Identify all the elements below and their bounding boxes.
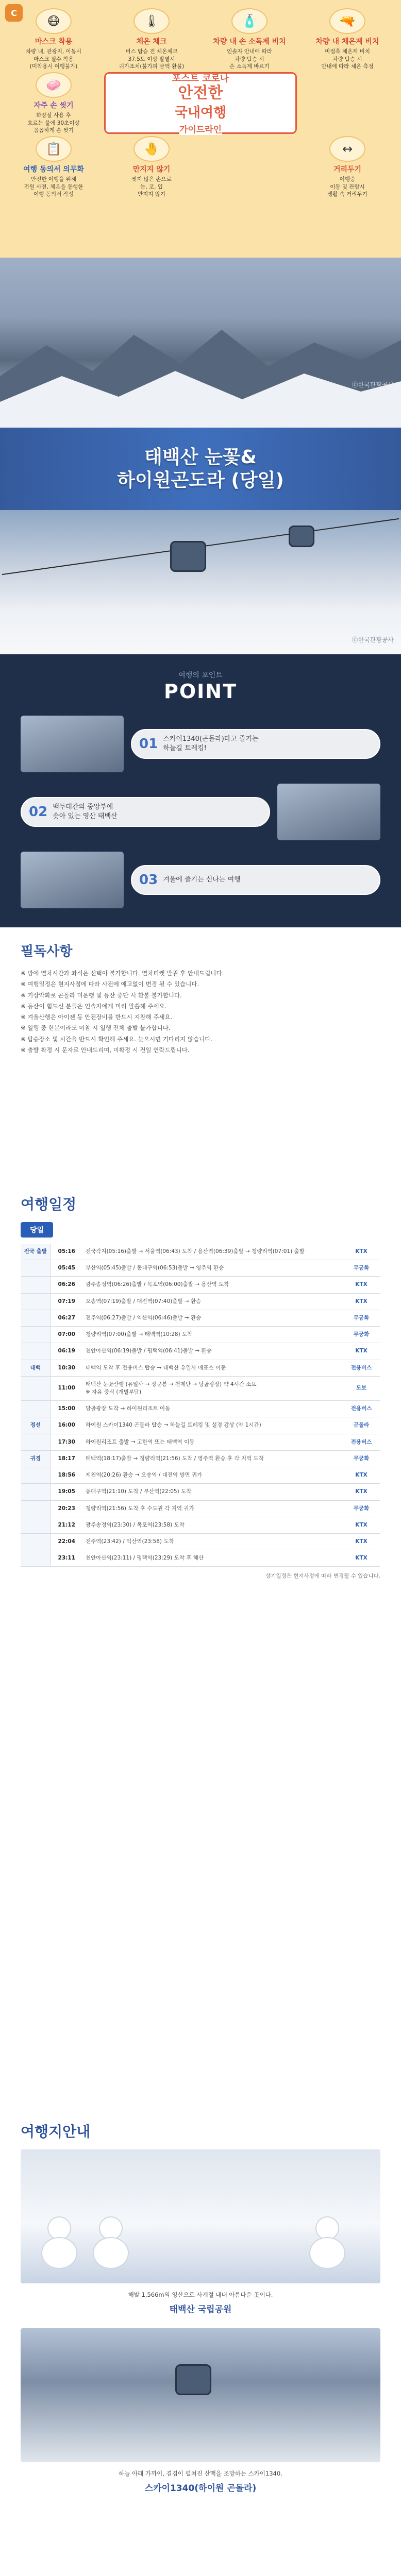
schedule-location: 정선 <box>21 1417 51 1434</box>
schedule-row <box>21 1417 380 1434</box>
schedule-row <box>21 1260 380 1277</box>
schedule-location <box>21 1550 51 1567</box>
point-box <box>21 797 270 827</box>
schedule-detail: 청량리역(21:56) 도착 후 수도권 각 지역 귀가 <box>82 1500 342 1517</box>
schedule-row <box>21 1500 380 1517</box>
schedule-row <box>21 1533 380 1550</box>
schedule-detail: 광주송정역(23:30) / 목포역(23:58) 도착 <box>82 1517 342 1533</box>
schedule-transport: 전용버스 <box>342 1360 380 1376</box>
schedule-transport: 곤돌라 <box>342 1417 380 1434</box>
distance-icon: ↔ <box>329 136 365 162</box>
schedule-row <box>21 1434 380 1450</box>
covid-item-sanitizer <box>202 8 297 70</box>
destination-description: 하늘 아래 가까이, 겹겹이 펼쳐진 산맥을 조망하는 스카이1340. <box>119 2469 282 2477</box>
mask-icon: 😷 <box>36 8 72 34</box>
schedule-row <box>21 1244 380 1260</box>
destination-caption <box>21 2462 380 2507</box>
schedule-transport: 전용버스 <box>342 1401 380 1417</box>
schedule-time: 22:04 <box>51 1533 82 1550</box>
photo-watermark: ⓒ한국관광공사 <box>352 636 394 643</box>
schedule-row <box>21 1467 380 1484</box>
schedule-detail: 천안아산역(06:19)출발 / 평택역(06:41)출발 → 환승 <box>82 1343 342 1360</box>
schedule-location <box>21 1310 51 1326</box>
schedule-table <box>21 1244 380 1567</box>
snowman-sculpture <box>309 2216 345 2273</box>
day-badge: 당일 <box>21 1222 53 1238</box>
schedule-row <box>21 1293 380 1310</box>
schedule-transport: 무궁화 <box>342 1260 380 1277</box>
schedule-detail: 전국각지(05:16)출발 → 서울역(06:43) 도착 / 용산역(06:39)출발 → 청량리역(07:01) 출발 <box>82 1244 342 1260</box>
schedule-detail: 청량리역(07:00)출발 → 태백역(10:28) 도착 <box>82 1327 342 1343</box>
notice-item: ※ 겨울산행은 아이젠 등 안전장비를 반드시 지참해 주세요. <box>21 1013 173 1021</box>
schedule-detail: 전주역(23:42) / 익산역(23:58) 도착 <box>82 1533 342 1550</box>
schedule-time: 21:12 <box>51 1517 82 1533</box>
notice-item: ※ 방에 열차시간과 좌석은 선택이 불가합니다. 열차티켓 발권 후 안내드립니다. <box>21 970 224 977</box>
schedule-time: 16:00 <box>51 1417 82 1434</box>
schedule-time: 06:19 <box>51 1343 82 1360</box>
schedule-row <box>21 1277 380 1293</box>
notice-item: ※ 일행 중 한분이라도 미참 시 일행 전체 출발 불가합니다. <box>21 1024 171 1032</box>
schedule-location <box>21 1260 51 1277</box>
banner-title-line3: 가이드라인 <box>179 122 222 135</box>
schedule-time: 10:30 <box>51 1360 82 1376</box>
schedule-transport: KTX <box>342 1244 380 1260</box>
schedule-row <box>21 1450 380 1467</box>
sanitizer-icon: 🧴 <box>231 8 268 34</box>
point-item <box>21 713 380 775</box>
schedule-transport: KTX <box>342 1533 380 1550</box>
destination-photo-gondola <box>21 2328 380 2462</box>
destination-caption <box>21 2283 380 2328</box>
hero-mountain-photo <box>0 258 401 428</box>
schedule-location <box>21 1343 51 1360</box>
schedule-time: 05:45 <box>51 1260 82 1277</box>
hero-section <box>0 258 401 654</box>
covid-item-desc: 비접촉 체온계 비치 차량 탑승 시 안내에 따라 체온 측정 <box>321 48 374 70</box>
schedule-detail: 천안아산역(23:11) / 평택역(23:29) 도착 후 해산 <box>82 1550 342 1567</box>
notice-item: ※ 출발 확정 시 문자로 안내드리며, 미확정 시 전일 연락드립니다. <box>21 1046 190 1054</box>
schedule-detail: 오송역(07:19)출발 / 대전역(07:40)출발 → 환승 <box>82 1293 342 1310</box>
schedule-row <box>21 1484 380 1500</box>
schedule-detail: 태백역 도착 후 전용버스 탑승 → 태백산 유일사 매표소 이동 <box>82 1360 342 1376</box>
schedule-transport: 무궁화 <box>342 1500 380 1517</box>
schedule-location <box>21 1500 51 1517</box>
banner-title-line2: 국내여행 <box>174 105 227 121</box>
schedule-row <box>21 1343 380 1360</box>
snowman-sculpture <box>93 2216 129 2273</box>
notice-item: ※ 등산이 힘드신 분들은 인솔자에게 미리 말씀해 주세요. <box>21 1002 167 1010</box>
schedule-transport: KTX <box>342 1484 380 1500</box>
schedule-time: 06:26 <box>51 1277 82 1293</box>
point-title: POINT <box>163 680 238 703</box>
schedule-detail: 부산역(05:45)출발 / 동대구역(06:53)출발 → 영주역 환승 <box>82 1260 342 1277</box>
covid-item-title: 차량 내 체온계 비치 <box>315 38 379 46</box>
schedule-note: 상기일정은 현지사정에 따라 변경될 수 있습니다. <box>265 1573 380 1580</box>
schedule-location: 전국 출발 <box>21 1244 51 1260</box>
schedule-section <box>0 1180 401 2107</box>
schedule-time: 07:00 <box>51 1327 82 1343</box>
covid-item-desc: 차량 내, 관광지, 이동시 마스크 필수 착용 (미착용시 여행불가) <box>26 48 81 70</box>
hero-gondola-photo <box>0 510 401 654</box>
hero-title-line1: 태백산 눈꽃& <box>144 447 257 468</box>
hero-title-band <box>0 428 401 510</box>
schedule-location: 태백 <box>21 1360 51 1376</box>
point-photo <box>21 852 124 908</box>
snowman-sculpture <box>41 2216 77 2273</box>
point-item <box>21 849 380 911</box>
point-text: 백두대간의 중앙부에 솟아 있는 영산 태백산 <box>53 803 118 820</box>
covid-item-no-touch <box>104 136 199 198</box>
point-box <box>131 865 380 895</box>
covid-item-distance <box>300 136 395 198</box>
schedule-detail: 당골광장 도착 → 하이원리조트 이동 <box>82 1401 342 1417</box>
schedule-transport: 무궁화 <box>342 1310 380 1326</box>
schedule-location <box>21 1401 51 1417</box>
schedule-location <box>21 1293 51 1310</box>
schedule-location <box>21 1327 51 1343</box>
gondola-cabin <box>170 541 206 572</box>
mountain-ridge-illustration <box>0 314 401 428</box>
schedule-time: 07:19 <box>51 1293 82 1310</box>
destination-photo-taebaeksan <box>21 2149 380 2283</box>
schedule-detail: 태백산 눈꽃산행 (유일사 → 장군봉 → 천제단 → 당골광장) 약 4시간 소요 ※ 자유 중식 (개별부담) <box>82 1376 342 1400</box>
point-photo <box>277 784 380 840</box>
schedule-row <box>21 1517 380 1533</box>
point-text: 스카이1340(곤돌라)타고 즐기는 하늘길 트레킹! <box>163 735 259 752</box>
schedule-detail: 동대구역(21:10) 도착 / 부산역(22:05) 도착 <box>82 1484 342 1500</box>
schedule-title: 여행일정 <box>21 1196 77 1213</box>
schedule-transport: KTX <box>342 1293 380 1310</box>
point-item <box>21 781 380 843</box>
point-subtitle: 여행의 포인트 <box>178 671 223 680</box>
thermometer-gun-icon: 🔫 <box>329 8 365 34</box>
banner-title-line1: 안전한 <box>178 83 223 102</box>
schedule-time: 18:56 <box>51 1467 82 1484</box>
schedule-transport: 무궁화 <box>342 1450 380 1467</box>
gondola-cabin <box>289 526 314 547</box>
guide-title: 여행지안내 <box>21 2123 91 2140</box>
destination-name: 태백산 국립공원 <box>169 2304 232 2315</box>
covid-item-title: 자주 손 씻기 <box>34 101 74 110</box>
point-number: 03 <box>139 872 158 888</box>
covid-item-thermometer <box>300 8 395 70</box>
schedule-row <box>21 1401 380 1417</box>
covid-guideline-banner <box>104 72 297 134</box>
schedule-detail: 태백역(18:17)출발 → 청량리역(21:56) 도착 / 영주역 환승 후 각 지역 도착 <box>82 1450 342 1467</box>
schedule-detail: 하이원리조트 출발 → 고한역 또는 태백역 이동 <box>82 1434 342 1450</box>
schedule-transport: KTX <box>342 1550 380 1567</box>
schedule-transport: KTX <box>342 1343 380 1360</box>
schedule-time: 18:17 <box>51 1450 82 1467</box>
schedule-location <box>21 1277 51 1293</box>
covid-item-desc: 화장실 사용 후 흐르는 물에 30초이상 꼼꼼하게 손 씻기 <box>27 112 80 133</box>
schedule-transport: KTX <box>342 1277 380 1293</box>
schedule-time: 17:30 <box>51 1434 82 1450</box>
point-section <box>0 654 401 927</box>
schedule-detail: 전주역(06:27)출발 / 익산역(06:46)출발 → 환승 <box>82 1310 342 1326</box>
handwash-icon: 🧼 <box>36 72 72 98</box>
schedule-transport: 무궁화 <box>342 1327 380 1343</box>
notice-item: ※ 여행일정은 현지사정에 따라 사전에 예고없이 변경 될 수 있습니다. <box>21 980 199 988</box>
brand-logo: C <box>5 4 23 22</box>
schedule-location <box>21 1517 51 1533</box>
schedule-row <box>21 1550 380 1567</box>
schedule-time: 05:16 <box>51 1244 82 1260</box>
covid-guideline-grid <box>6 8 395 198</box>
schedule-transport: 전용버스 <box>342 1434 380 1450</box>
covid-item-desc: 인솔자 안내에 따라 차량 탑승 시 손 소독제 바르기 <box>227 48 272 70</box>
covid-item-handwash <box>6 72 101 134</box>
notice-item: ※ 탑승장소 및 시간을 반드시 확인해 주세요. 늦으시면 기다리지 않습니다. <box>21 1035 213 1043</box>
schedule-time: 11:00 <box>51 1376 82 1400</box>
covid-item-title: 여행 동의서 의무화 <box>23 165 84 174</box>
schedule-transport: 도보 <box>342 1376 380 1400</box>
covid-item-title: 차량 내 손 소독제 비치 <box>213 38 286 46</box>
point-box <box>131 729 380 759</box>
schedule-location <box>21 1376 51 1400</box>
destination-description: 해발 1,566m의 영산으로 사계절 내내 아름다운 곳이다. <box>128 2291 273 2298</box>
banner-subtitle: 포스트 코로나 <box>172 73 229 84</box>
notice-list <box>0 968 401 1056</box>
schedule-time: 23:11 <box>51 1550 82 1567</box>
document-icon: 📋 <box>36 136 72 162</box>
covid-item-desc: 안전한 여행을 위해 전원 사전, 체온을 동행한 여행 동의서 작성 <box>24 176 83 197</box>
covid-item-desc: 버스 탑승 전 체온체크 37.5도 이상 발열시 귀가조치(불가피 금액 환불) <box>119 48 185 70</box>
destination-guide-section <box>0 2107 401 2576</box>
schedule-transport: KTX <box>342 1517 380 1533</box>
covid-item-title: 체온 체크 <box>136 38 167 46</box>
schedule-location <box>21 1533 51 1550</box>
schedule-location <box>21 1467 51 1484</box>
covid-item-temperature <box>104 8 199 70</box>
schedule-location: 귀경 <box>21 1450 51 1467</box>
schedule-row <box>21 1360 380 1376</box>
schedule-detail: 광주송정역(06:26)출발 / 목포역(06:00)출발 → 용산역 도착 <box>82 1277 342 1293</box>
schedule-time: 15:00 <box>51 1401 82 1417</box>
covid-item-title: 거리두기 <box>333 165 362 174</box>
hero-title-line2: 하이원곤도라 (당일) <box>117 470 284 491</box>
covid-item-title: 만지지 않기 <box>132 165 171 174</box>
schedule-row <box>21 1310 380 1326</box>
schedule-time: 06:27 <box>51 1310 82 1326</box>
covid-item-empty <box>300 72 395 134</box>
destination-name: 스카이1340(하이원 곤돌라) <box>144 2483 257 2494</box>
schedule-location <box>21 1484 51 1500</box>
schedule-row <box>21 1327 380 1343</box>
schedule-detail: 하이원 스카이1340 곤돌라 탑승 → 하늘길 트레킹 및 설경 감상 (약 1시간) <box>82 1417 342 1434</box>
thermometer-icon: 🌡 <box>133 8 170 34</box>
gondola-cabin <box>175 2364 211 2395</box>
point-photo <box>21 716 124 772</box>
schedule-row <box>21 1376 380 1400</box>
covid-item-title: 마스크 착용 <box>35 38 73 46</box>
no-touch-icon: 🤚 <box>133 136 170 162</box>
covid-item-desc: 여행중 이동 및 관람시 생활 속 거리두기 <box>327 176 367 197</box>
notice-item: ※ 기상악화로 곤돌라 미운행 및 등산 중단 시 환불 불가합니다. <box>21 991 182 999</box>
schedule-time: 19:05 <box>51 1484 82 1500</box>
notice-title: 필독사항 <box>21 944 73 959</box>
schedule-transport: KTX <box>342 1467 380 1484</box>
photo-watermark: ⓒ한국관광공사 <box>352 381 394 388</box>
point-number: 02 <box>29 804 48 820</box>
schedule-detail: 제천역(20:26) 환승 → 오송역 / 대전역 방면 귀가 <box>82 1467 342 1484</box>
notice-section <box>0 927 401 1180</box>
schedule-location <box>21 1434 51 1450</box>
covid-item-consent <box>6 136 101 198</box>
covid-item-desc: 씻지 않은 손으로 눈, 코, 입 만지지 않기 <box>131 176 172 197</box>
covid-guideline-section <box>0 0 401 258</box>
covid-item-empty-2 <box>202 136 297 198</box>
schedule-time: 20:23 <box>51 1500 82 1517</box>
point-text: 겨울에 즐기는 신나는 여행 <box>163 876 241 884</box>
point-number: 01 <box>139 736 158 752</box>
